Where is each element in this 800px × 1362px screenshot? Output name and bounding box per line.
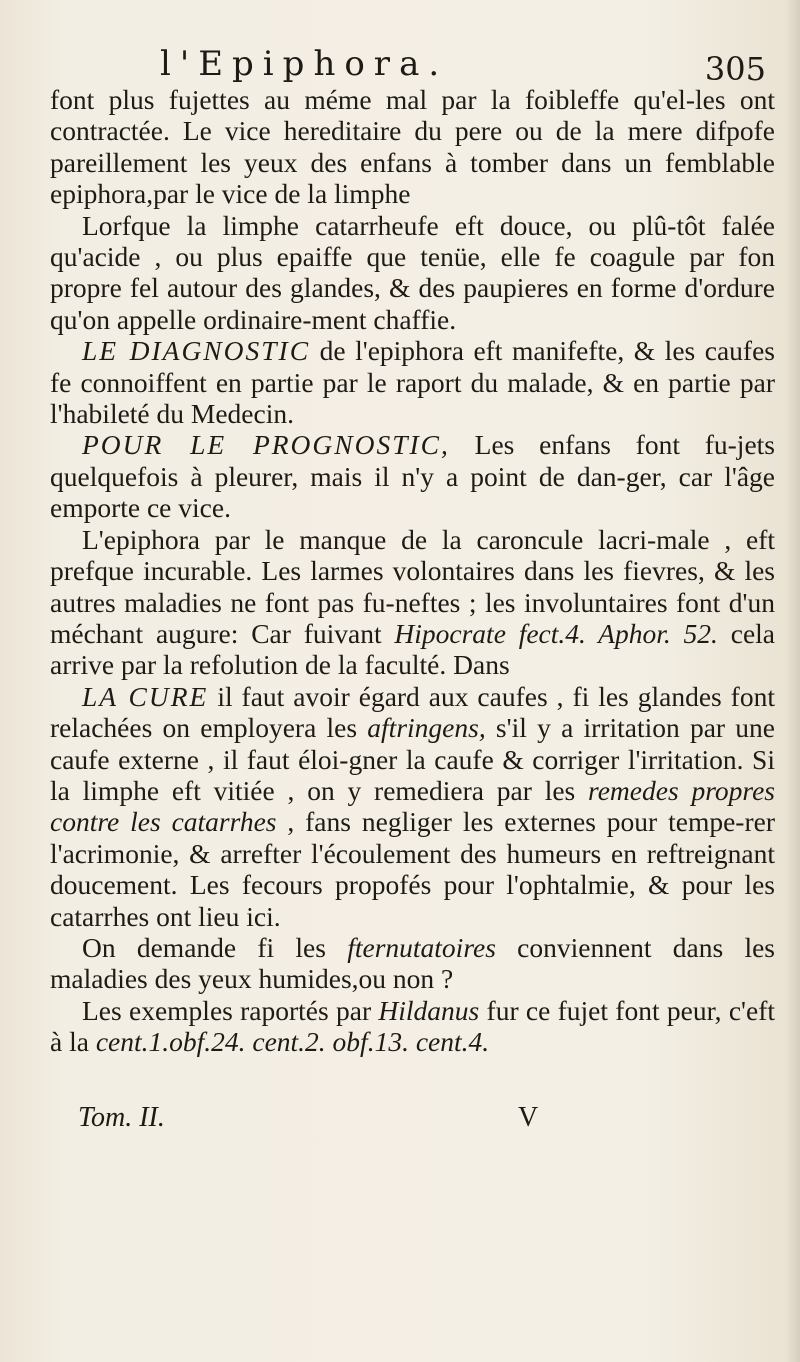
page-number: 305 — [704, 50, 766, 88]
term-sternutatoires: fternutatoires — [347, 931, 496, 963]
paragraph-cure: LA CURE il faut avoir égard aux caufes , fi les glandes font relachées on employera les aftringens, s'il y a irritation par une caufe externe , il faut éloi-gner la caufe & corriger l'irritation. Si la limphe eft vitiée , on y remediera par les remedes propres contre les catarrhes , fans negliger les externes pour tempe-rer l'acrimonie, & arrefter l'écoulement des humeurs en reftreignant doucement. Les fecours propofés pour l'ophtalmie, & pour les catarrhes ont lieu ici. — [50, 680, 775, 932]
paragraph-caroncule: L'epiphora par le manque de la caroncule lacri-male , eft prefque incurable. Les larmes volontaires dans les fievres, & les autres maladies ne font pas fu-neftes ; les involuntaires font d'un méchant augure: Car fuivant Hipocrate fect.4. Aphor. 52. cela arrive par la refolution de la faculté. Dans — [50, 523, 775, 681]
section-lead-diagnostic: LE DIAGNOSTIC — [82, 335, 311, 367]
paragraph-diagnostic: LE DIAGNOSTIC de l'epiphora eft manifefte, & les caufes fe connoiffent en partie par le raport du malade, & en partie par l'habileté du Medecin. — [50, 335, 775, 430]
running-title: l'Epiphora. — [160, 44, 449, 84]
paragraph-limphe: Lorfque la limphe catarrheufe eft douce, ou plû-tôt falée qu'acide , ou plus epaiffe que tenüe, elle fe coagule par fon propre fel autour des glandes, & des paupieres en forme d'ordure qu'on appelle ordinaire-ment chaffie. — [50, 209, 775, 335]
body-text — [50, 84, 775, 1058]
running-head — [160, 44, 780, 88]
citation-hildanus: Hildanus — [378, 994, 480, 1026]
paragraph-continuation: font plus fujettes au méme mal par la foibleffe qu'el-les ont contractée. Le vice hereditaire du pere ou de la mere difpofe pareillement les yeux des enfans à tomber dans un femblable epiphora,par le vice de la limphe — [50, 84, 775, 210]
page-edge-shadow — [786, 0, 800, 1362]
volume-mark: Tom. II. — [78, 1102, 165, 1133]
paragraph-exemples: Les exemples raportés par Hildanus fur ce fujet font peur, c'eft à la cent.1.obf.24. cent.2. obf.13. cent.4. — [50, 994, 775, 1058]
paragraph-sternutatoires: On demande fi les fternutatoires conviennent dans les maladies des yeux humides,ou non ? — [50, 931, 775, 995]
citation-centuries: cent.1.obf.24. cent.2. obf.13. cent.4. — [95, 1026, 490, 1058]
paragraph-prognostic: POUR LE PROGNOSTIC, Les enfans font fu-jets quelquefois à pleurer, mais il n'y a point de dan-ger, car l'âge emporte ce vice. — [50, 429, 775, 524]
term-remedes: remedes propres contre les catarrhes — [50, 774, 775, 838]
citation-hipocrate: Hipocrate fect.4. Aphor. 52. — [394, 617, 718, 649]
section-lead-prognostic: POUR LE PROGNOSTIC, — [82, 429, 450, 461]
section-lead-cure: LA CURE — [82, 680, 209, 712]
signature-mark: V — [518, 1102, 539, 1133]
term-astringens: aftringens, — [367, 712, 486, 744]
page-footer — [78, 1102, 718, 1136]
